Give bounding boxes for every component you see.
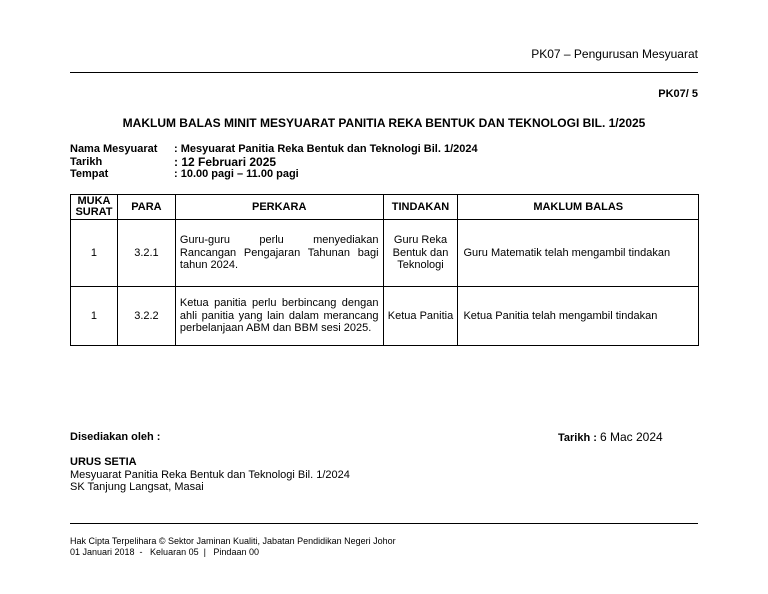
document-title: MAKLUM BALAS MINIT MESYUARAT PANITIA REKA BENTUK DAN TEKNOLOGI BIL. 1/2025 [122,116,646,130]
column-header-maklum-balas: MAKLUM BALAS [458,195,699,220]
secretary-block [70,456,350,494]
meeting-date-label: Tarikh [70,155,103,168]
signoff-date-value: 6 Mac 2024 [599,430,663,444]
meeting-name-row [70,143,478,156]
meeting-date-row [70,156,478,169]
meeting-date-value: : 12 Februari 2025 [174,154,277,169]
cell-maklum-balas: Ketua Panitia telah mengambil tindakan [458,287,699,346]
column-header-muka-surat [71,195,118,220]
cell-tindakan [383,287,458,346]
meeting-place-value: : 10.00 pagi – 11.00 pagi [174,168,299,180]
secretary-title: URUS SETIA [70,456,137,468]
tindakan-line: Ketua Panitia [387,309,454,322]
column-header-tindakan: TINDAKAN [383,195,458,220]
column-header-para: PARA [117,195,175,220]
tindakan-line: Teknologi [397,259,444,272]
cell-perkara: Guru-guru perlu menyediakan Rancangan Pengajaran Tahunan bagi tahun 2024. [175,220,383,287]
minutes-feedback-table [70,194,699,346]
cell-para: 3.2.2 [117,287,175,346]
cell-tindakan [383,220,458,287]
header-divider [70,72,698,73]
column-header-perkara: PERKARA [175,195,383,220]
cell-muka-surat: 1 [71,287,118,346]
table-row [71,220,699,287]
meeting-place-row [70,168,478,181]
footer-copyright: Hak Cipta Terpelihara © Sektor Jaminan Kualiti, Jabatan Pendidikan Negeri Johor [70,536,396,546]
meeting-name-value: : Mesyuarat Panitia Reka Bentuk dan Teknologi Bil. 1/2024 [174,143,478,155]
signoff-date-label: Tarikh : [558,432,597,444]
secretary-school: SK Tanjung Langsat, Masai [70,481,204,493]
document-number: PK07/ 5 [658,88,698,100]
tindakan-line: Bentuk dan [392,246,449,259]
footer-divider [70,523,698,524]
meeting-name-label: Nama Mesyuarat [70,143,158,155]
cell-muka-surat: 1 [71,220,118,287]
signoff-date [558,430,663,444]
column-header-muka-line2: SURAT [75,206,113,218]
meeting-details [70,143,478,181]
secretary-meeting: Mesyuarat Panitia Reka Bentuk dan Teknologi Bil. 1/2024 [70,468,350,481]
cell-perkara: Ketua panitia perlu berbincang dengan ahli panitia yang lain dalam merancang perbelanjaan ABM dan BBM sesi 2025. [175,287,383,346]
column-header-muka-line1: MUKA [77,195,111,207]
table-row [71,287,699,346]
meeting-place-label: Tempat [70,168,109,180]
prepared-by-label: Disediakan oleh : [70,431,161,443]
tindakan-line: Guru Reka [393,234,448,247]
table-header-row [71,195,699,220]
header-title: PK07 – Pengurusan Mesyuarat [531,47,698,61]
footer-revision: 01 Januari 2018 - Keluaran 05 | Pindaan 00 [70,547,259,557]
cell-maklum-balas: Guru Matematik telah mengambil tindakan [458,220,699,287]
cell-para: 3.2.1 [117,220,175,287]
footer [70,536,396,558]
